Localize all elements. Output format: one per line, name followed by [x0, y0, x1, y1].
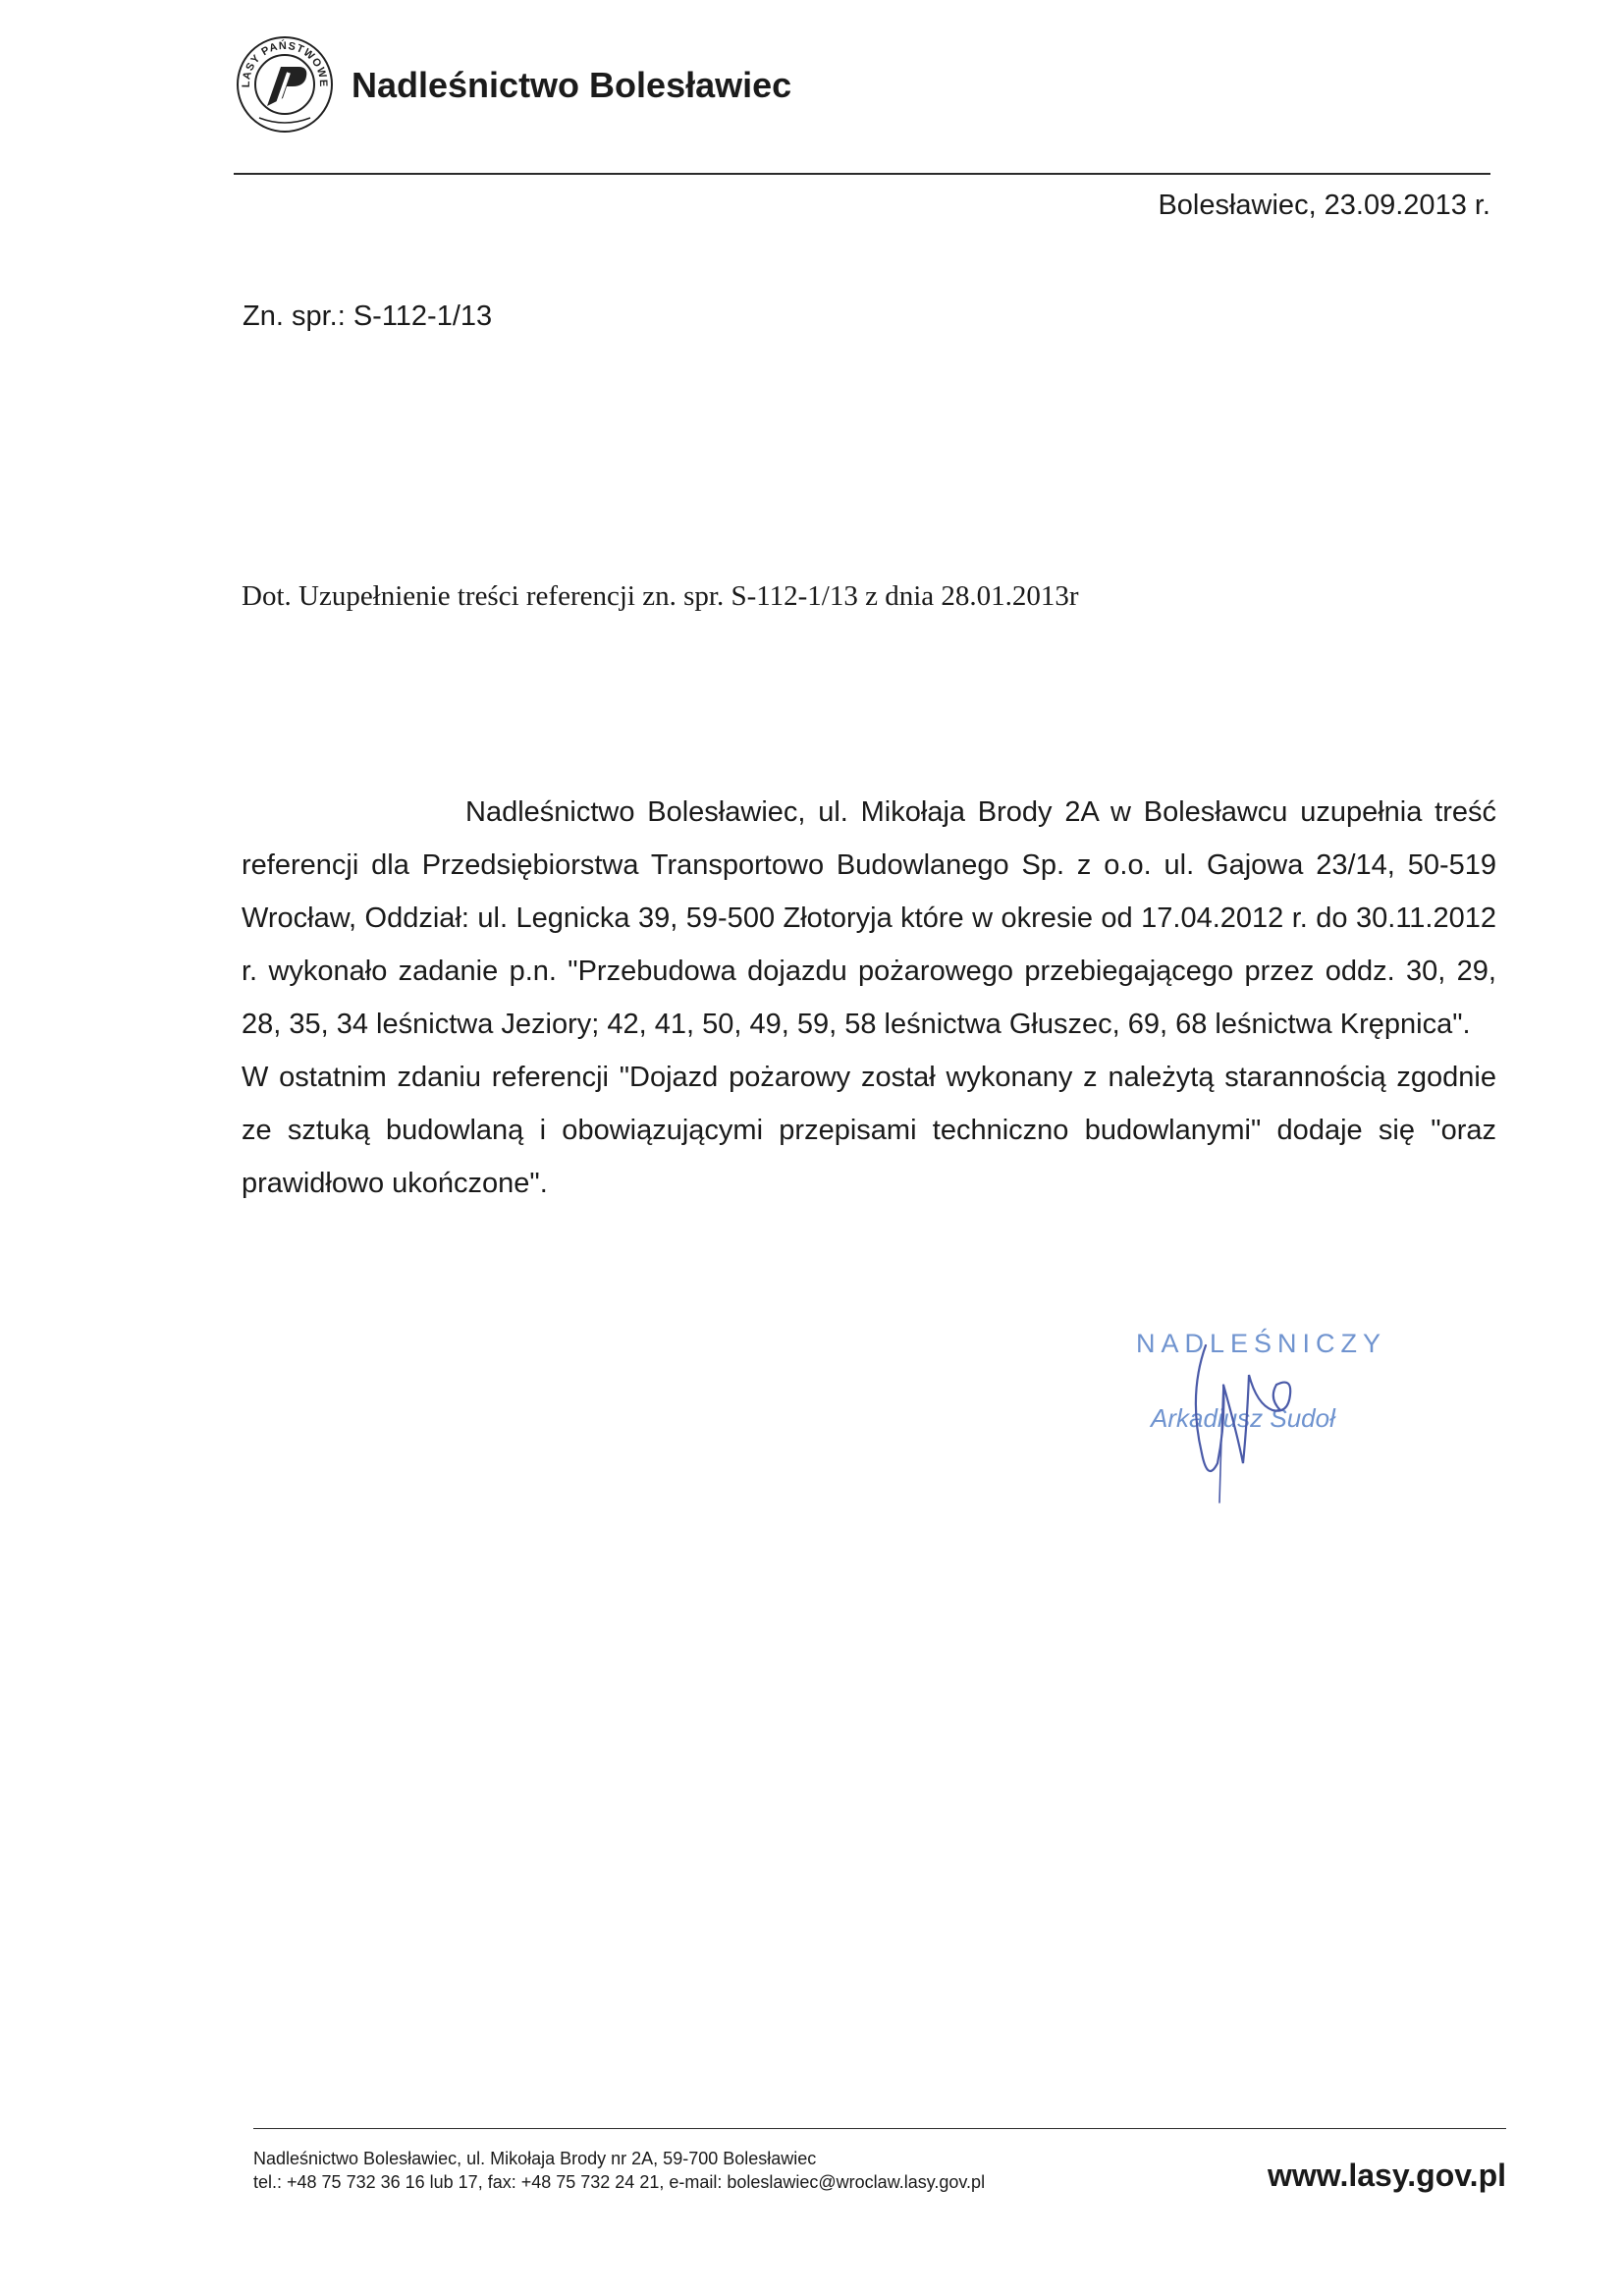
footer-divider: [253, 2128, 1506, 2129]
lasy-panstwowe-logo-icon: [234, 33, 336, 136]
handwritten-signature: [1178, 1316, 1326, 1512]
letter-body: [242, 786, 1496, 1210]
organization-name: Nadleśnictwo Bolesławiec: [352, 65, 792, 105]
header-divider: [234, 173, 1490, 175]
body-paragraph-2: W ostatnim zdaniu referencji "Dojazd pożarowy został wykonany z należytą starannością zgodnie ze sztuką budowlaną i obowiązującymi przepisami techniczno budowlanymi" dodaje się "oraz prawidłowo ukończone".: [242, 1062, 1496, 1199]
logo-text: LASY PAŃSTWOWE: [240, 39, 330, 88]
reference-number: Zn. spr.: S-112-1/13: [243, 301, 493, 332]
body-paragraph-1: Nadleśnictwo Bolesławiec, ul. Mikołaja Brody 2A w Bolesławcu uzupełnia treść referencji dla Przedsiębiorstwa Transportowo Budowlanego Sp. z o.o. ul. Gajowa 23/14, 50-519 Wrocław, Oddział: ul. Legnicka 39, 59-500 Złotoryja które w okresie od 17.04.2012 r. do 30.11.2012 r. wykonało zadanie p.n. "Przebudowa dojazdu pożarowego przebiegającego przez oddz. 30, 29, 28, 35, 34 leśnictwa Jeziory; 42, 41, 50, 49, 59, 58 leśnictwa Głuszec, 69, 68 leśnictwa Krępnica".: [242, 796, 1496, 1040]
place-and-date: Bolesławiec, 23.09.2013 r.: [1158, 190, 1490, 221]
footer-address: [253, 2147, 985, 2194]
footer-contact-line: tel.: +48 75 732 36 16 lub 17, fax: +48 75 732 24 21, e-mail: boleslawiec@wroclaw.lasy.gov.pl: [253, 2172, 986, 2192]
stamp-title: NADLEŚNICZY: [1136, 1329, 1387, 1358]
subject-line: Dot. Uzupełnienie treści referencji zn. spr. S-112-1/13 z dnia 28.01.2013r: [242, 580, 1079, 612]
footer-address-line-1: Nadleśnictwo Bolesławiec, ul. Mikołaja Brody nr 2A, 59-700 Bolesławiec: [253, 2149, 817, 2168]
stamp-name: Arkadiusz Sudoł: [1151, 1403, 1335, 1433]
footer-website: www.lasy.gov.pl: [1267, 2158, 1506, 2193]
